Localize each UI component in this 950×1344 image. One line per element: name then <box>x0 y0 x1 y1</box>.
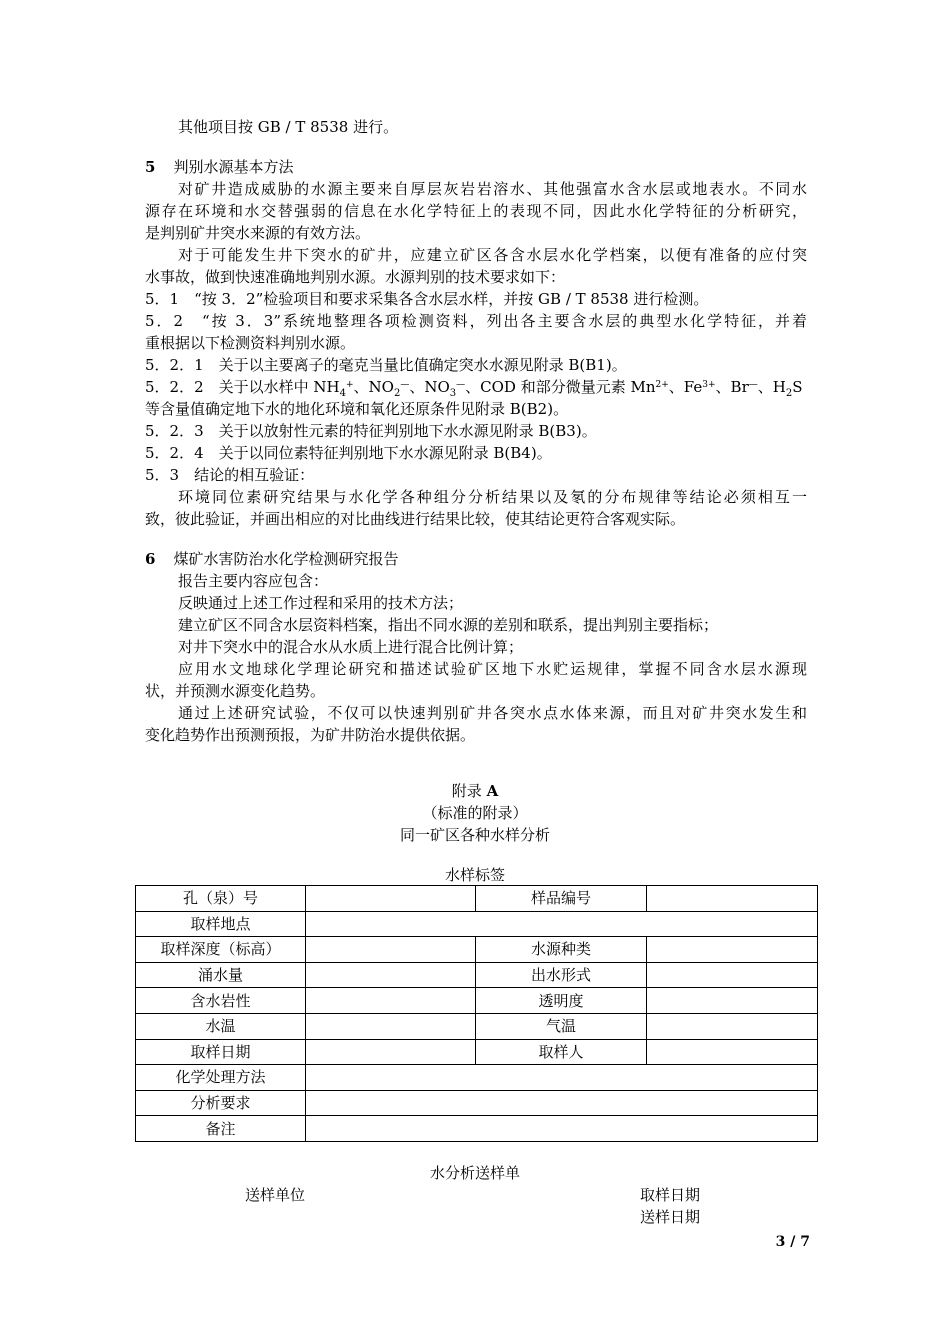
appendix-letter: A <box>486 782 499 800</box>
table-cell: 取样深度（标高） <box>136 937 306 963</box>
text-run: 、Br <box>715 378 749 396</box>
superscript: 3+ <box>702 380 716 390</box>
table-cell <box>306 1039 476 1065</box>
superscript: — <box>748 380 758 390</box>
table-cell <box>647 886 818 912</box>
table-cell: 分析要求 <box>136 1090 306 1116</box>
section-title: 煤矿水害防治水化学检测研究报告 <box>173 550 399 568</box>
table-cell <box>306 1116 818 1142</box>
table-cell <box>306 886 476 912</box>
text-run: 、NO <box>353 378 394 396</box>
text-run: 、H <box>757 378 786 396</box>
text-run: 、COD 和部分微量元素 Mn <box>465 378 656 396</box>
appendix-subtitle: （标准的附录） <box>422 804 528 822</box>
table-cell: 化学处理方法 <box>136 1065 306 1091</box>
label-caption: 水样标签 <box>444 866 505 884</box>
table-cell: 水源种类 <box>476 937 647 963</box>
paragraph-line: 报告主要内容应包含： <box>178 572 329 590</box>
table-cell <box>647 1013 818 1039</box>
paragraph-line: 重根据以下检测资料判别水源。 <box>145 334 356 352</box>
text-run: S <box>792 378 803 396</box>
clause-5-2-4: 5．2．4 关于以同位素特征判别地下水水源见附录 B(B4)。 <box>145 444 552 462</box>
section-5-heading <box>145 156 293 178</box>
paragraph-line: 应用水文地球化学理论研究和描述试验矿区地下水贮运规律，掌握不同含水层水源现 <box>178 660 807 678</box>
subscript: 4 <box>339 388 346 399</box>
subscript: 3 <box>449 388 457 399</box>
table-cell: 备注 <box>136 1116 306 1142</box>
paragraph-line: 对于可能发生井下突水的矿井，应建立矿区各含水层水化学档案，以便有准备的应付突 <box>178 246 807 264</box>
appendix-title <box>0 780 950 802</box>
table-cell: 透明度 <box>476 988 647 1014</box>
text-run: 、NO <box>409 378 450 396</box>
subscript: 2 <box>785 388 793 399</box>
text-run: 、Fe <box>668 378 703 396</box>
appendix-name: 同一矿区各种水样分析 <box>399 826 550 844</box>
appendix-title-prefix: 附录 <box>451 782 487 800</box>
send-date-label: 送样日期 <box>640 1208 701 1226</box>
section-6-heading <box>145 548 398 570</box>
clause-5-2-3: 5．2．3 关于以放射性元素的特征判别地下水水源见附录 B(B3)。 <box>145 422 597 440</box>
table-cell <box>306 911 818 937</box>
clause-5-1: 5．1 “按 3．2”检验项目和要求采集各含水层水样，并按 GB / T 8538 进行检测。 <box>145 290 709 308</box>
table-row <box>136 962 818 988</box>
table-row <box>136 1065 818 1091</box>
table-cell: 孔（泉）号 <box>136 886 306 912</box>
paragraph-line: 变化趋势作出预测预报，为矿井防治水提供依据。 <box>145 726 476 744</box>
table-cell <box>306 962 476 988</box>
send-unit-label: 送样单位 <box>245 1186 306 1204</box>
table-row <box>136 911 818 937</box>
table-cell: 含水岩性 <box>136 988 306 1014</box>
table-cell: 样品编号 <box>476 886 647 912</box>
table-cell: 取样日期 <box>136 1039 306 1065</box>
table-row <box>136 1116 818 1142</box>
paragraph-line: 状，并预测水源变化趋势。 <box>145 682 326 700</box>
paragraph-line: 对矿井造成威胁的水源主要来自厚层灰岩岩溶水、其他强富水含水层或地表水。不同水 <box>178 180 807 198</box>
paragraph-line: 是判别矿井突水来源的有效方法。 <box>145 224 371 242</box>
table-cell <box>306 1065 818 1091</box>
section-number: 6 <box>145 550 156 568</box>
table-row <box>136 937 818 963</box>
table-cell <box>647 988 818 1014</box>
sample-date-label: 取样日期 <box>640 1186 701 1204</box>
table-cell: 出水形式 <box>476 962 647 988</box>
table-row <box>136 1090 818 1116</box>
page-number: 3 / 7 <box>775 1234 810 1250</box>
paragraph-line: 对井下突水中的混合水从水质上进行混合比例计算； <box>178 638 524 656</box>
table-row <box>136 886 818 912</box>
section-title: 判别水源基本方法 <box>173 158 294 176</box>
table-row <box>136 1039 818 1065</box>
paragraph-line: 等含量值确定地下水的地化环境和氧化还原条件见附录 B(B2)。 <box>145 400 569 418</box>
table-cell <box>647 937 818 963</box>
paragraph-line: 其他项目按 GB / T 8538 进行。 <box>178 118 399 136</box>
table-cell <box>647 962 818 988</box>
paragraph-line: 建立矿区不同含水层资料档案，指出不同水源的差别和联系，提出判别主要指标； <box>178 616 719 634</box>
table-cell: 取样地点 <box>136 911 306 937</box>
table-cell: 取样人 <box>476 1039 647 1065</box>
table-row <box>136 1013 818 1039</box>
table-row <box>136 988 818 1014</box>
clause-5-2-1: 5．2．1 关于以主要离子的毫克当量比值确定突水水源见附录 B(B1)。 <box>145 356 627 374</box>
paragraph-line: 水事故，做到快速准确地判别水源。水源判别的技术要求如下： <box>145 268 566 286</box>
clause-5-3: 5．3 结论的相互验证： <box>145 466 315 484</box>
superscript: + <box>345 380 354 390</box>
table-cell: 气温 <box>476 1013 647 1039</box>
table-cell <box>306 937 476 963</box>
table-cell <box>647 1039 818 1065</box>
section-number: 5 <box>145 158 156 176</box>
table-cell: 涌水量 <box>136 962 306 988</box>
table-cell <box>306 1090 818 1116</box>
table-cell <box>306 1013 476 1039</box>
clause-5-2-2 <box>145 376 803 398</box>
superscript: — <box>400 380 410 390</box>
paragraph-line: 反映通过上述工作过程和采用的技术方法； <box>178 594 464 612</box>
table-cell: 水温 <box>136 1013 306 1039</box>
table-cell <box>306 988 476 1014</box>
text-run: 5．2．2 关于以水样中 NH <box>145 378 340 396</box>
water-sample-label-table <box>135 885 818 1142</box>
superscript: — <box>456 380 466 390</box>
paragraph-line: 致，彼此验证，并画出相应的对比曲线进行结果比较，使其结论更符合客观实际。 <box>145 510 686 528</box>
form-caption: 水分析送样单 <box>429 1164 520 1182</box>
superscript: 2+ <box>655 380 669 390</box>
subscript: 2 <box>393 388 401 399</box>
paragraph-line: 源存在环境和水交替强弱的信息在水化学特征上的表现不同，因此水化学特征的分析研究， <box>145 202 807 220</box>
paragraph-line: 环境同位素研究结果与水化学各种组分分析结果以及氡的分布规律等结论必须相互一 <box>178 488 807 506</box>
clause-5-2: 5．2 “按 3．3”系统地整理各项检测资料，列出各主要含水层的典型水化学特征，并着 <box>145 312 807 330</box>
paragraph-line: 通过上述研究试验，不仅可以快速判别矿井各突水点水体来源，而且对矿井突水发生和 <box>178 704 807 722</box>
